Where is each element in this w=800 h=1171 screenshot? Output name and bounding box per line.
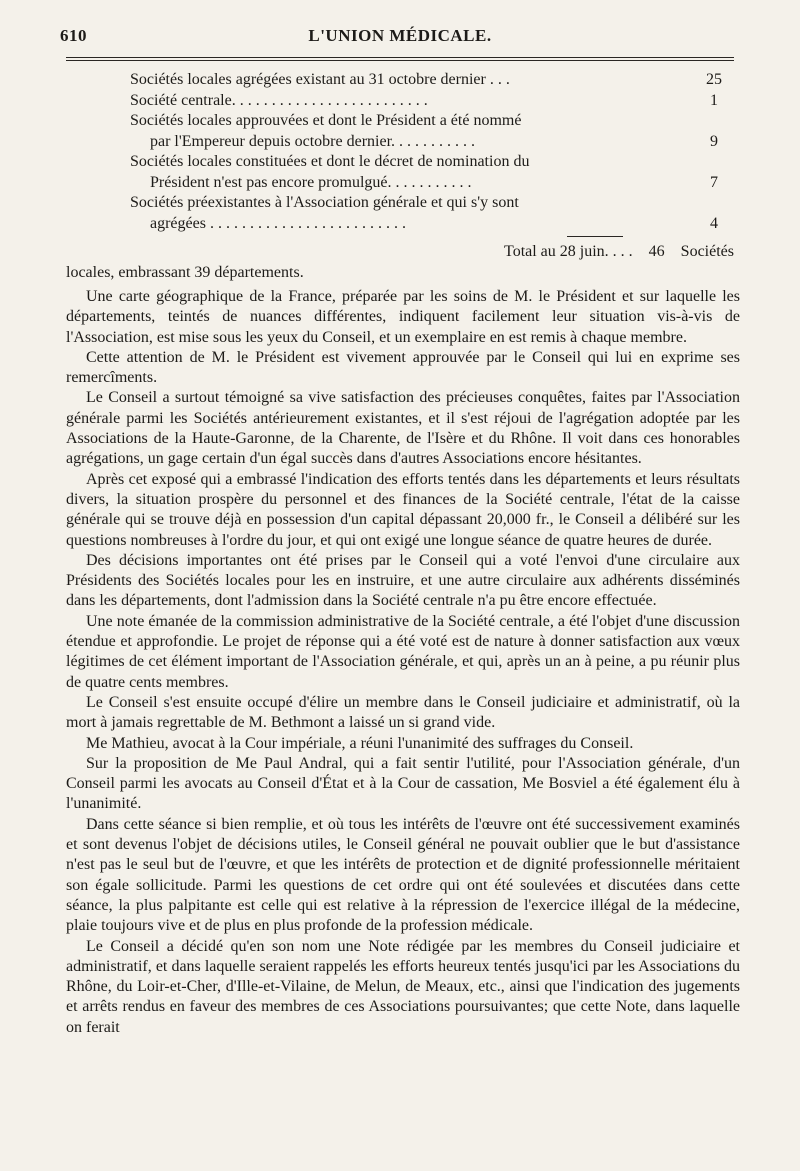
stats-value: 7	[710, 173, 718, 191]
stats-value: 25	[706, 71, 722, 88]
stats-row	[66, 70, 734, 91]
total-continuation: locales, embrassant 39 départements.	[66, 264, 304, 281]
paragraph: Une note émanée de la commission administrative de la Société centrale, a été l'objet d'une discussion étendue et approfondie. Le projet de réponse qui a été voté est de nature à donner satisfaction aux vœux légitimes de cet élément important de l'Association générale, et qui, après un an à peine, a pu réunir plus de quatre cents membres.	[66, 612, 740, 691]
stats-row	[66, 91, 734, 112]
page-header	[60, 26, 740, 52]
paragraph: Le Conseil s'est ensuite occupé d'élire un membre dans le Conseil judiciaire et administratif, où la mort à jamais regrettable de M. Bethmont a laissé un si grand vide.	[66, 693, 740, 732]
total-label: Total au 28 juin. . . .	[504, 243, 633, 260]
total-value: 46	[648, 243, 665, 260]
stats-label: Sociétés préexistantes à l'Association générale et qui s'y sont	[130, 194, 519, 211]
stats-label: Président n'est pas encore promulgué. . . . . . . . . . .	[150, 173, 472, 191]
running-title: L'UNION MÉDICALE.	[308, 26, 492, 45]
total-line	[66, 241, 734, 262]
header-rule-thin	[66, 60, 734, 61]
paragraph: Dans cette séance si bien remplie, et où tous les intérêts de l'œuvre ont été successivement examinés et sont devenus l'objet de décisions utiles, le Conseil général ne pouvait oublier que le but d'assistance n'est pas le seul but de l'œuvre, et que les intérêts de protection et de dignité professionnelle méritaient son égale sollicitude. Parmi les questions de cet ordre qui ont été soulevées et discutées dans cette séance, la plus palpitante est celle qui est relative à la répression de l'exercice illégal de la médecine, plaie toujours vive et de plus en plus profonde de la profession médicale.	[66, 815, 740, 935]
stats-label: Sociétés locales agrégées existant au 31 octobre dernier . . .	[130, 71, 510, 88]
stats-value: 9	[710, 132, 718, 150]
paragraph: Le Conseil a surtout témoigné sa vive satisfaction des précieuses conquêtes, faites par l'Association générale parmi les Sociétés antérieurement existantes, et il s'est réjoui de l'agrégation adoptée par les Associations de la Haute-Garonne, de la Charente, de l'Isère et du Rhône. Il voit dans ces honorables agrégations, un gage certain d'un égal succès dans d'autres Associations encore hésitantes.	[66, 389, 740, 468]
stats-label: Sociétés locales constituées et dont le décret de nomination du	[130, 153, 530, 170]
stats-value	[694, 111, 734, 132]
header-rule	[66, 57, 734, 58]
stats-label: Sociétés locales approuvées et dont le Président a été nommé	[130, 112, 522, 129]
paragraph: Sur la proposition de Me Paul Andral, qui a fait sentir l'utilité, pour l'Association générale, d'un Conseil parmi les avocats au Conseil d'État et à la Cour de cassation, Me Bosviel a été également élu à l'unanimité.	[66, 754, 740, 813]
stats-row	[66, 193, 734, 214]
stats-value	[694, 193, 734, 214]
stats-row	[66, 152, 734, 173]
paragraph: Après cet exposé qui a embrassé l'indication des efforts tentés dans les départements et leurs résultats divers, la situation prospère du personnel et des finances de la Société centrale, l'état de la caisse générale qui se trouve déjà en possession d'un capital dépassant 20,000 fr., le Conseil a délibéré sur les questions nombreuses à l'ordre du jour, et qui ont exigé une longue séance de quatre heures de durée.	[66, 470, 740, 549]
paragraph: Une carte géographique de la France, préparée par les soins de M. le Président et sur laquelle les départements, teintés de nuances différentes, indiquent facilement leur situation vis-à-vis de l'Association, est mise sous les yeux du Conseil, et un exemplaire en est remis à chaque membre.	[66, 288, 740, 346]
stats-value: 1	[710, 91, 718, 109]
stats-row	[66, 111, 734, 132]
paragraph: Des décisions importantes ont été prises par le Conseil qui a voté l'envoi d'une circulaire aux Présidents des Sociétés locales pour les en instruire, et une autre circulaire aux adhérents disséminés dans les départements, dont l'admission dans la Société centrale n'a pu être encore effectuée.	[66, 551, 740, 610]
paragraph: Me Mathieu, avocat à la Cour impériale, a réuni l'unanimité des suffrages du Conseil.	[86, 734, 634, 752]
stats-label: Société centrale. . . . . . . . . . . . . . . . . . . . . . . . .	[130, 91, 428, 109]
sum-rule	[567, 236, 623, 237]
page-number: 610	[60, 26, 87, 45]
stats-row	[66, 173, 734, 194]
body-text	[66, 287, 740, 1038]
stats-value	[694, 152, 734, 173]
statistics-table	[66, 70, 734, 234]
stats-label: par l'Empereur depuis octobre dernier. . . . . . . . . . .	[150, 132, 476, 150]
paragraph: Cette attention de M. le Président est vivement approuvée par le Conseil qui lui en exprime ses remercîments.	[66, 348, 740, 387]
stats-row	[66, 132, 734, 153]
stats-row	[66, 214, 734, 235]
stats-value: 4	[710, 214, 718, 232]
paragraph: Le Conseil a décidé qu'en son nom une Note rédigée par les membres du Conseil judiciaire et administratif, et dans laquelle seraient rappelés les efforts heureux tentés jusqu'ici par les Associations du Rhône, du Loir-et-Cher, d'Ille-et-Vilaine, de Melun, de Meaux, etc., ainsi que l'indication des jugements et arrêts rendus en faveur des membres de ces Associations poursuivantes; que cette Note, dans laquelle on ferait	[66, 937, 740, 1036]
total-block	[66, 241, 734, 283]
total-unit: Sociétés	[680, 243, 734, 260]
stats-label: agrégées . . . . . . . . . . . . . . . . . . . . . . . . .	[150, 214, 406, 232]
